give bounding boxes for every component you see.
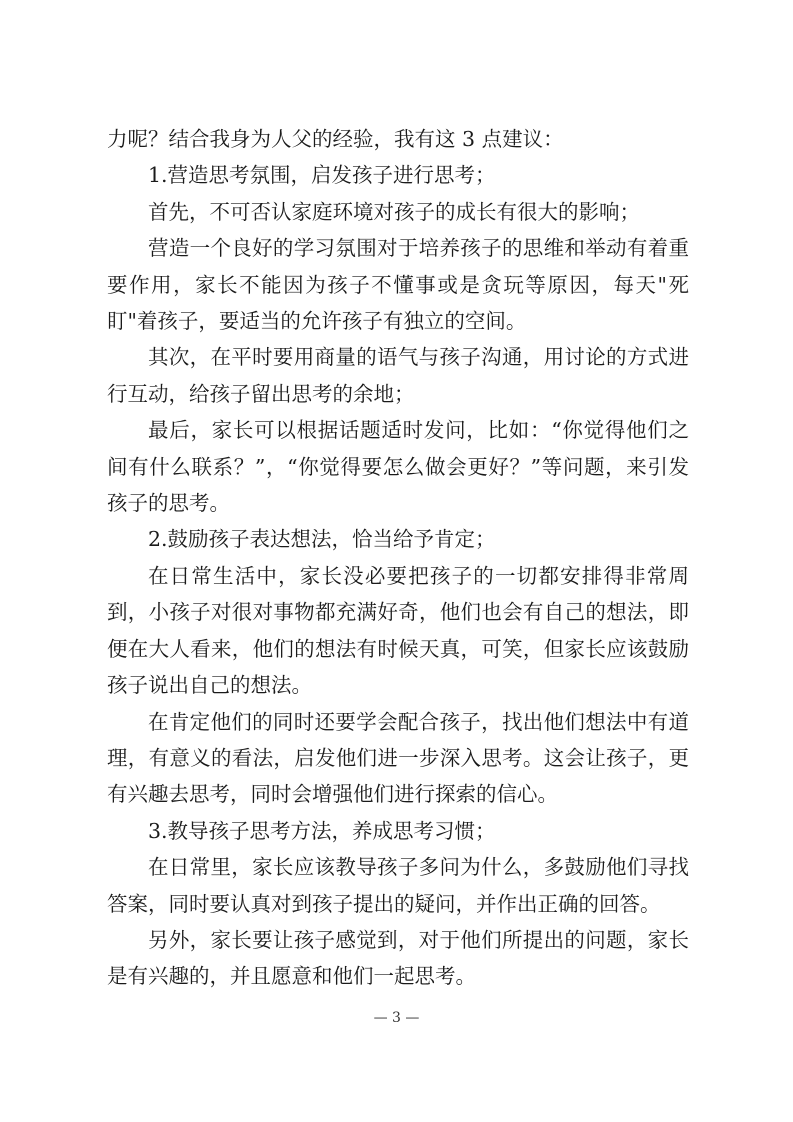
paragraph: 其次，在平时要用商量的语气与孩子沟通，用讨论的方式进行互动，给孩子留出思考的余地； [107,345,689,406]
paragraph: 在肯定他们的同时还要学会配合孩子，找出他们想法中有道理，有意义的看法，启发他们进一步深入思考。这会让孩子，更有兴趣去思考，同时会增强他们进行探索的信心。 [107,709,689,807]
paragraph: 在日常生活中，家长没必要把孩子的一切都安排得非常周到，小孩子对很对事物都充满好奇，他们也会有自己的想法，即便在大人看来，他们的想法有时候天真，可笑，但家长应该鼓励孩子说出自己的想法。 [107,563,689,698]
paragraph: 另外，家长要让孩子感觉到，对于他们所提出的问题，家长是有兴趣的，并且愿意和他们一起思考。 [107,927,689,989]
heading-point-1: 1.营造思考氛围，启发孩子进行思考； [148,163,496,188]
paragraph: 最后，家长可以根据话题适时发问，比如：“你觉得他们之间有什么联系？”，“你觉得要怎么做会更好？”等问题，来引发孩子的思考。 [107,418,689,516]
document-body [107,121,689,995]
paragraph-intro: 力呢？结合我身为人父的经验，我有这 3 点建议： [107,127,564,151]
paragraph: 首先，不可否认家庭环境对孩子的成长有很大的影响； [148,199,640,224]
page-number: — 3 — [373,1010,420,1026]
heading-point-2: 2.鼓励孩子表达想法，恰当给予肯定； [148,527,496,552]
heading-point-3: 3.教导孩子思考方法，养成思考习惯； [148,818,496,843]
paragraph: 在日常里，家长应该教导孩子多问为什么，多鼓励他们寻找答案，同时要认真对到孩子提出的疑问，并作出正确的回答。 [107,855,689,916]
paragraph: 营造一个良好的学习氛围对于培养孩子的思维和举动有着重要作用，家长不能因为孩子不懂事或是贪玩等原因，每天"死盯"着孩子，要适当的允许孩子有独立的空间。 [107,236,689,334]
